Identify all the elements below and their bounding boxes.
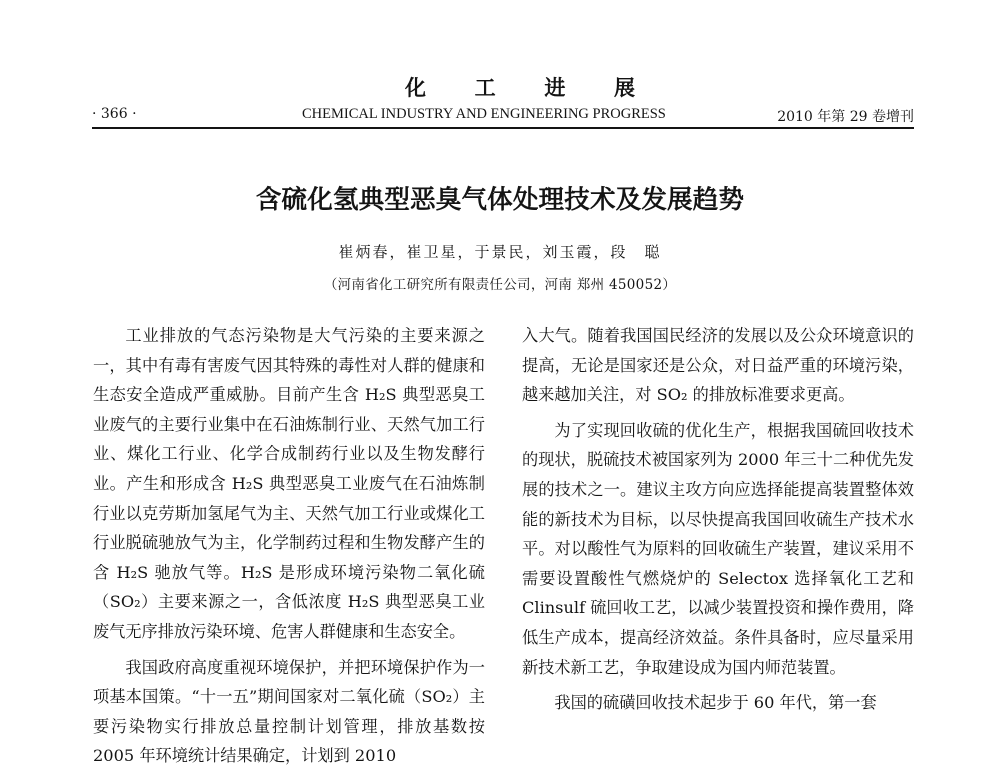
page-number: · 366 ·	[92, 106, 137, 122]
header-rule	[92, 127, 914, 129]
body-column-right	[522, 321, 914, 718]
journal-name-char: 化	[405, 75, 426, 100]
running-header	[92, 104, 914, 128]
issue-info: 2010 年第 29 卷增刊	[777, 109, 914, 125]
journal-name-char: 展	[613, 75, 635, 100]
body-column-left	[93, 321, 485, 771]
author-list: 崔炳春，崔卫星，于景民，刘玉霞，段 聪	[338, 243, 662, 261]
paragraph: 我国政府高度重视环境保护，并把环境保护作为一项基本国策。“十一五”期间国家对二氧化硫（SO₂）主要污染物实行排放总量控制计划管理，排放基数按 2005 年环境统计结果确定，计划到 2010	[93, 657, 485, 766]
journal-name-char: 工	[474, 75, 496, 100]
paragraph: 我国的硫磺回收技术起步于 60 年代，第一套	[554, 693, 877, 713]
affiliation: （河南省化工研究所有限责任公司，河南 郑州 450052）	[323, 277, 677, 293]
paragraph: 为了实现回收硫的优化生产，根据我国硫回收技术的现状，脱硫技术被国家列为 2000 年三十二种优先发展的技术之一。建议主攻方向应选择能提高装置整体效能的新技术为目标，以尽快提高我国回收硫生产技术水平。对以酸性气为原料的回收硫生产装置，建议采用不需要设置酸性气燃烧炉的 Selectox 选择氧化工艺和 Clinsulf 硫回收工艺，以减少装置投资和操作费用，降低生产成本，提高经济效益。条件具备时，应尽量采用新技术新工艺，争取建设成为国内师范装置。	[522, 420, 914, 677]
journal-name-chinese	[405, 72, 635, 102]
paragraph: 工业排放的气态污染物是大气污染的主要来源之一，其中有毒有害废气因其特殊的毒性对人群的健康和生态安全造成严重威胁。目前产生含 H₂S 典型恶臭工业废气的主要行业集中在石油炼制行业、天然气加工行业、煤化工行业、化学合成制药行业以及生物发酵行业。产生和形成含 H₂S 典型恶臭工业废气在石油炼制行业以克劳斯加氢尾气为主、天然气加工行业或煤化工行业脱硫驰放气为主，化学制药过程和生物发酵产生的含 H₂S 驰放气等。H₂S 是形成环境污染物二氧化硫（SO₂）主要来源之一，含低浓度 H₂S 典型恶臭工业废气无序排放污染环境、危害人群健康和生态安全。	[93, 326, 485, 641]
journal-name-english: CHEMICAL INDUSTRY AND ENGINEERING PROGRESS	[302, 106, 666, 122]
paragraph: 入大气。随着我国国民经济的发展以及公众环境意识的提高，无论是国家还是公众，对日益严重的环境污染，越来越加关注，对 SO₂ 的排放标准要求更高。	[522, 326, 914, 405]
article-title: 含硫化氢典型恶臭气体处理技术及发展趋势	[255, 185, 745, 215]
journal-name-char: 进	[544, 75, 566, 100]
